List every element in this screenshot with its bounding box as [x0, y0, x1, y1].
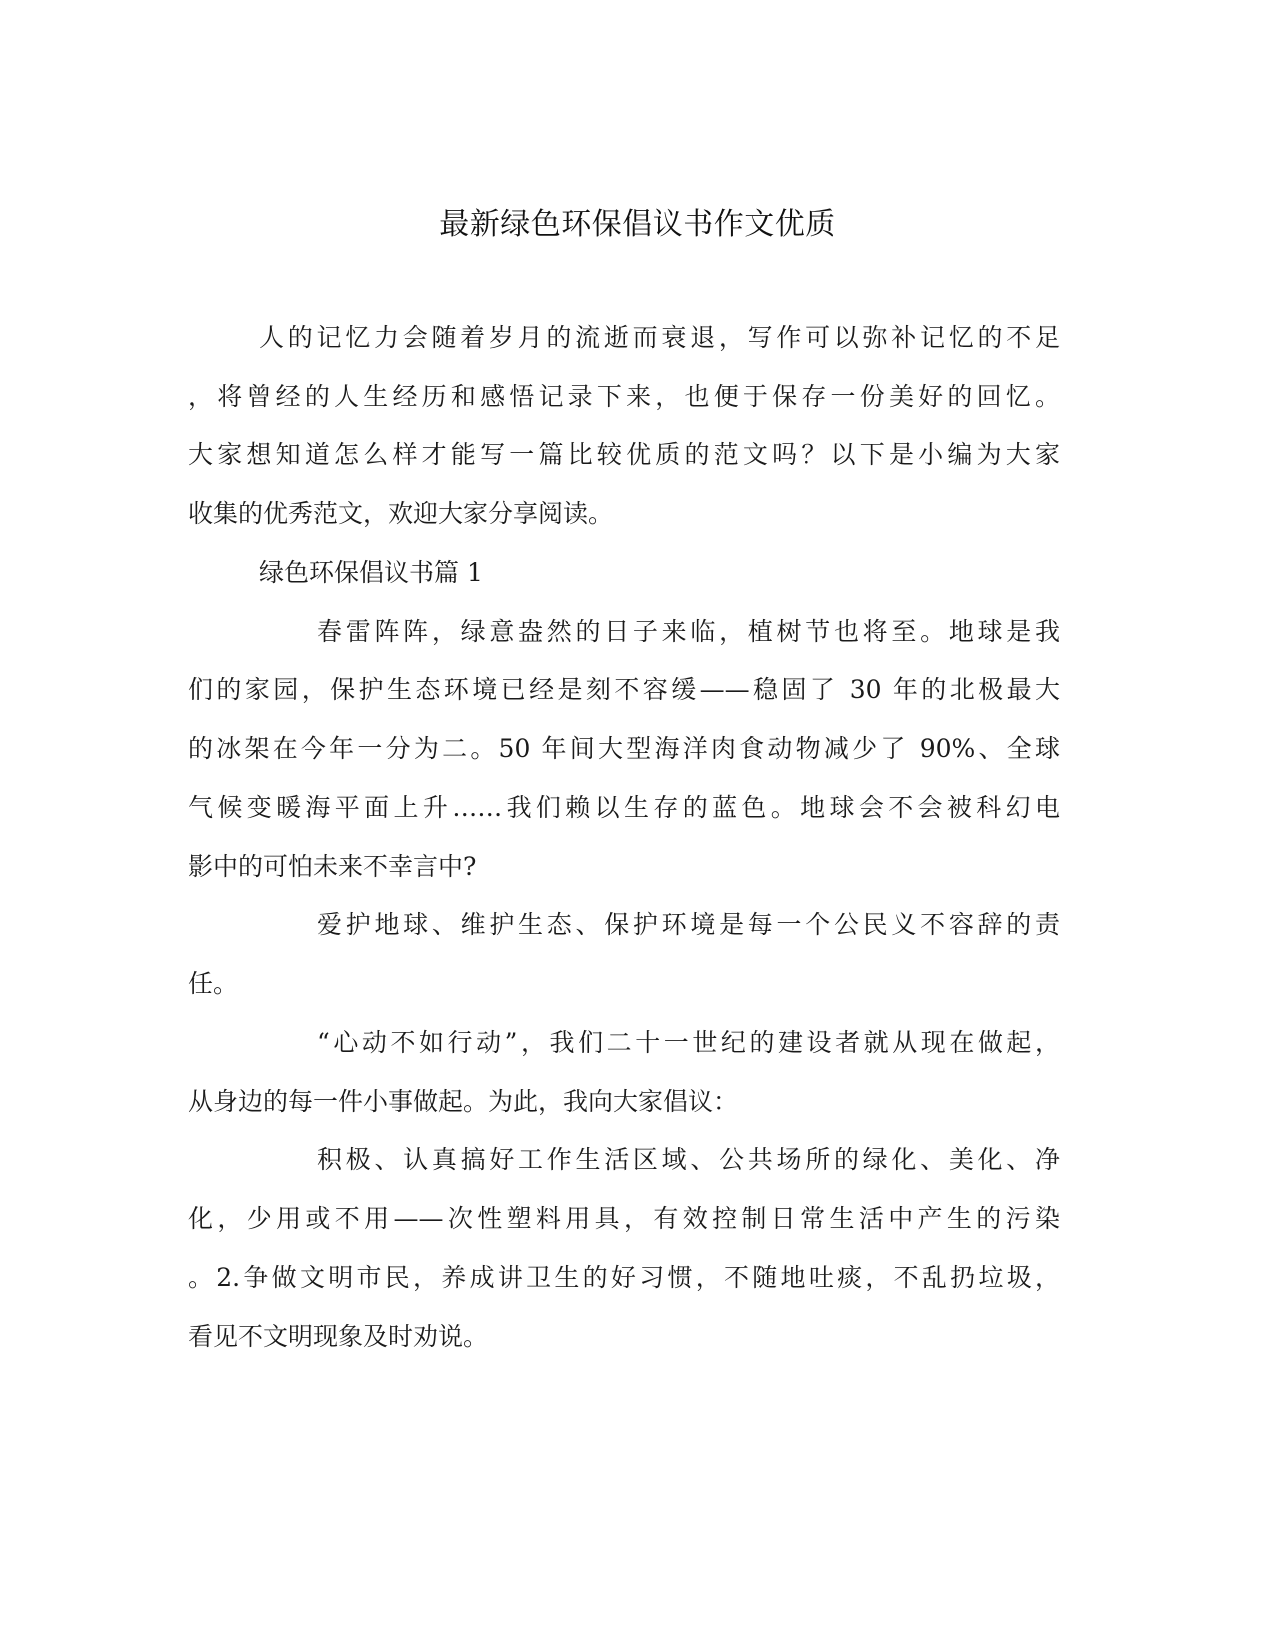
- paragraph-line: 看见不文明现象及时劝说。: [188, 1322, 489, 1351]
- paragraph-line: 爱护地球、维护生态、保护环境是每一个公民义不容辞的责: [317, 910, 1060, 939]
- document-title: 最新绿色环保倡议书作文优质: [439, 207, 836, 242]
- paragraph-line: 气候变暖海平面上升……我们赖以生存的蓝色。地球会不会被科幻电: [188, 793, 1060, 822]
- paragraph-line: 化，少用或不用——次性塑料用具，有效控制日常生活中产生的污染: [188, 1204, 1060, 1233]
- paragraph-line: 大家想知道怎么样才能写一篇比较优质的范文吗？以下是小编为大家: [188, 440, 1060, 469]
- paragraph-line: 积极、认真搞好工作生活区域、公共场所的绿化、美化、净: [317, 1145, 1060, 1174]
- paragraph-line: 们的家园，保护生态环境已经是刻不容缓——稳固了 30 年的北极最大: [188, 675, 1060, 704]
- paragraph-line: “心动不如行动”，我们二十一世纪的建设者就从现在做起，: [317, 1028, 1060, 1057]
- paragraph-line: 。2.争做文明市民，养成讲卫生的好习惯，不随地吐痰，不乱扔垃圾，: [188, 1263, 1060, 1292]
- paragraph-line: 任。: [188, 969, 239, 998]
- paragraph-line: 收集的优秀范文，欢迎大家分享阅读。: [188, 499, 614, 528]
- paragraph-line: 的冰架在今年一分为二。50 年间大型海洋肉食动物减少了 90%、全球: [188, 734, 1060, 763]
- paragraph-line: 影中的可怕未来不幸言中?: [188, 852, 477, 881]
- paragraph-line: 春雷阵阵，绿意盎然的日子来临，植树节也将至。地球是我: [317, 617, 1060, 646]
- paragraph-line: ，将曾经的人生经历和感悟记录下来，也便于保存一份美好的回忆。: [188, 382, 1060, 411]
- paragraph-line: 人的记忆力会随着岁月的流逝而衰退，写作可以弥补记忆的不足: [259, 323, 1060, 352]
- section-heading: 绿色环保倡议书篇 1: [259, 558, 483, 587]
- paragraph-line: 从身边的每一件小事做起。为此，我向大家倡议：: [188, 1087, 739, 1116]
